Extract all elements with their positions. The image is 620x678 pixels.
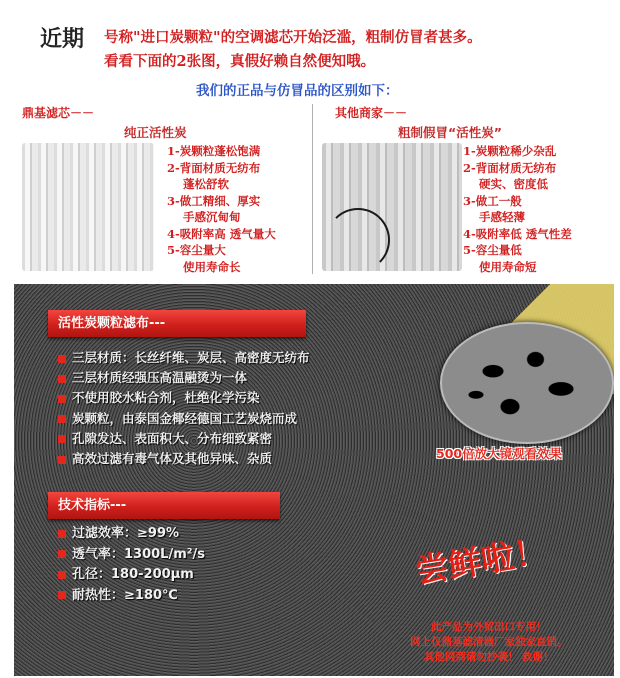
fake-feature-item: 2-背面材质无纺布 <box>463 160 557 175</box>
genuine-subtitle: 纯正活性炭 <box>124 125 187 140</box>
fake-feature-item: 硬实、密度低 <box>479 177 548 191</box>
material-item <box>58 409 310 429</box>
fake-feature-item: 3-做工一般 <box>463 193 522 208</box>
spec-item-text: 过滤效率：≥99% <box>72 526 180 541</box>
genuine-feature-item: 2-背面材质无纺布 <box>167 160 261 175</box>
genuine-feature-item: 蓬松舒软 <box>183 177 229 191</box>
red-square-bullet-icon <box>58 550 66 558</box>
carbon-texture-panel <box>14 284 614 676</box>
notice-line: 其他网商请勿抄袭！ 救谢！ <box>423 651 554 663</box>
fake-subtitle: 粗制假冒“活性炭” <box>398 125 502 140</box>
fake-feature-list <box>463 143 572 275</box>
material-item-text: 高效过滤有毒气体及其他异味、杂质 <box>72 451 273 467</box>
material-item-text: 不使用胶水粘合剂，杜绝化学污染 <box>72 390 260 406</box>
microscope-view-image <box>440 322 614 444</box>
section-divider <box>312 104 313 274</box>
material-list <box>58 348 310 469</box>
material-title-bar: 活性炭颗粒滤布--- <box>48 310 306 337</box>
material-item <box>58 429 310 449</box>
comparison-section <box>0 0 620 282</box>
genuine-filter-photo <box>22 143 154 271</box>
material-item-text: 三层材质经强压高温融烫为一体 <box>72 370 248 386</box>
fake-feature-item: 使用寿命短 <box>479 259 537 274</box>
material-item-text: 炭颗粒，由泰国金椰经德国工艺炭烧而成 <box>72 410 298 426</box>
red-square-bullet-icon <box>58 530 66 538</box>
spec-item-text: 透气率：1300L/m²/s <box>72 546 205 562</box>
export-notice <box>410 620 568 665</box>
spec-item <box>58 586 205 607</box>
compare-heading: 我们的正品与仿冒品的区别如下： <box>196 83 399 99</box>
spec-item-text: 孔径：180-200μm <box>72 567 194 582</box>
specs-list <box>58 524 205 606</box>
material-item <box>58 348 310 368</box>
red-square-bullet-icon <box>58 571 66 579</box>
red-square-bullet-icon <box>58 456 66 464</box>
material-item <box>58 388 310 408</box>
notice-line: 此产品为外贸出口专用！ <box>431 621 547 633</box>
red-square-bullet-icon <box>58 591 66 599</box>
microscope-caption: 500倍放大镜观看效果 <box>436 446 563 461</box>
notice-line: 网上仅鼎基滤清器厂家独家直销。 <box>410 636 568 648</box>
intro-line-2: 看看下面的2张图，真假好赖自然便知哦。 <box>104 53 376 70</box>
intro-line-1: 号称"进口炭颗粒"的空调滤芯开始泛滥，粗制仿冒者甚多。 <box>104 29 482 46</box>
genuine-brand: 鼎基滤芯－－ <box>22 106 95 120</box>
spec-item <box>58 524 205 545</box>
fake-feature-item: 手感轻薄 <box>479 210 525 224</box>
fake-brand: 其他商家－－ <box>335 106 408 120</box>
red-square-bullet-icon <box>58 395 66 403</box>
genuine-feature-item: 手感沉甸甸 <box>183 210 241 224</box>
taste-slogan: 尝鲜啦！ <box>412 531 550 591</box>
specs-title-bar: 技术指标--- <box>48 492 280 519</box>
fake-feature-item: 4-吸附率低 透气性差 <box>463 226 572 241</box>
fake-feature-item: 1-炭颗粒稀少杂乱 <box>463 144 557 158</box>
material-item-text: 三层材质：长丝纤维、炭层、高密度无纺布 <box>72 350 310 365</box>
cable-curve-graphic <box>326 208 390 272</box>
red-square-bullet-icon <box>58 435 66 443</box>
material-item <box>58 449 310 469</box>
material-item-text: 孔隙发达、表面积大、分布细致紧密 <box>72 430 273 446</box>
genuine-feature-list <box>167 143 276 275</box>
material-item <box>58 368 310 388</box>
spec-item <box>58 545 205 566</box>
spec-item <box>58 565 205 586</box>
genuine-feature-item: 4-吸附率高 透气量大 <box>167 226 276 241</box>
intro-word: 近期 <box>40 26 85 52</box>
genuine-feature-item: 3-做工精细、厚实 <box>167 193 261 208</box>
fake-feature-item: 5-容尘量低 <box>463 243 522 257</box>
genuine-feature-item: 5-容尘量大 <box>167 243 226 257</box>
red-square-bullet-icon <box>58 415 66 423</box>
spec-item-text: 耐热性：≥180℃ <box>72 587 178 603</box>
genuine-feature-item: 使用寿命长 <box>183 259 241 274</box>
red-square-bullet-icon <box>58 375 66 383</box>
genuine-feature-item: 1-炭颗粒蓬松饱满 <box>167 144 261 158</box>
red-square-bullet-icon <box>58 355 66 363</box>
